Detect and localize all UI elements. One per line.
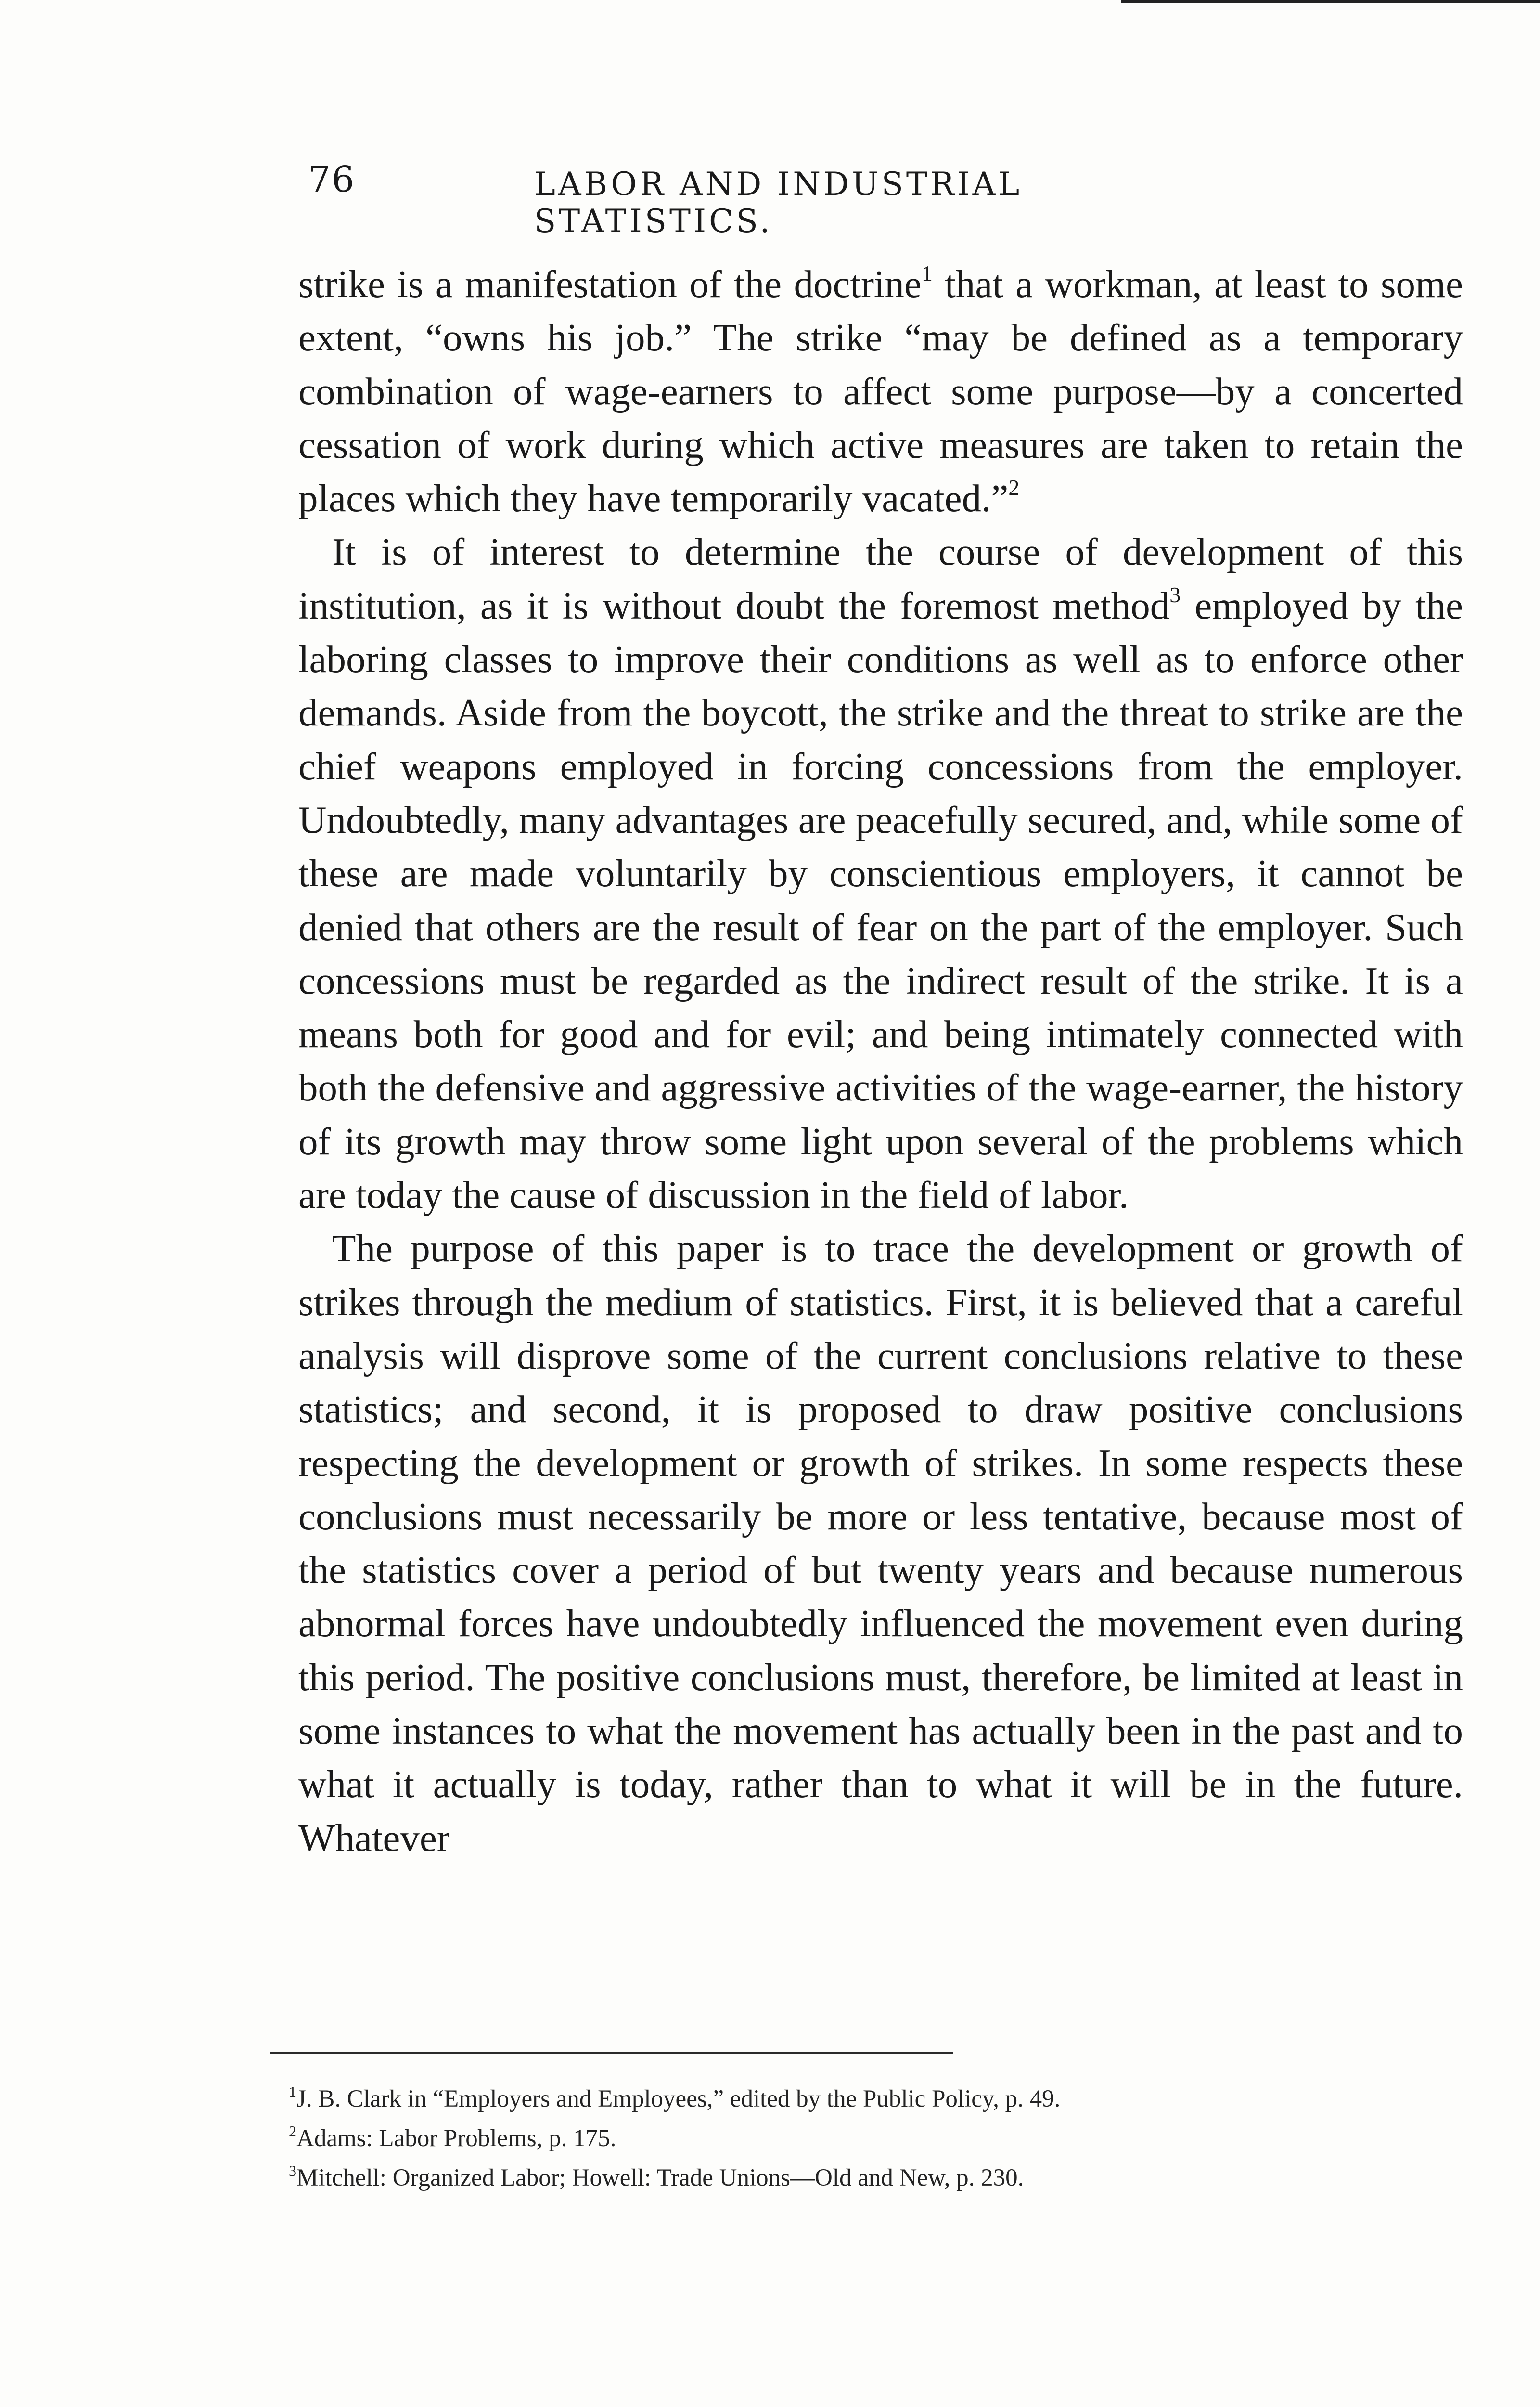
footnote-marker: 1 xyxy=(289,2083,296,2100)
paragraph-text: It is of interest to determine the course of development of this institution, as it is without doubt the foremost method xyxy=(298,530,1463,627)
top-edge-rule xyxy=(1121,0,1540,3)
footnote-marker: 2 xyxy=(289,2122,296,2140)
footnote-ref-3: 3 xyxy=(1169,582,1181,607)
paragraph-text: strike is a manifestation of the doctrine xyxy=(298,262,922,306)
running-head: LABOR AND INDUSTRIAL STATISTICS. xyxy=(534,166,1023,240)
paragraph-3 xyxy=(298,1222,1463,1865)
footnotes xyxy=(270,2082,1367,2200)
footnote-ref-2: 2 xyxy=(1008,475,1020,500)
paragraph-1 xyxy=(298,258,1463,525)
page-number: 76 xyxy=(308,159,356,200)
footnote-divider xyxy=(270,2052,953,2054)
page-header xyxy=(308,159,1270,240)
footnote-marker: 3 xyxy=(289,2162,296,2179)
footnote-text: Adams: Labor Problems, p. 175. xyxy=(296,2125,616,2152)
body-text xyxy=(298,258,1463,1865)
footnote-text: Mitchell: Organized Labor; Howell: Trade Unions—Old and New, p. 230. xyxy=(296,2164,1024,2191)
paragraph-text: The purpose of this paper is to trace the development or growth of strikes through the medium of statistics. First, it is believed that a careful analysis will disprove some of the current conclusions relative to these statistics; and second, it is proposed to draw positive conclusions respecting the development or growth of strikes. In some respects these conclusions must necessarily be more or less tentative, because most of the statistics cover a period of but twenty years and because numerous abnormal forces have undoubtedly influenced the movement even during this period. The positive conclusions must, therefore, be limited at least in some instances to what the movement has actually been in the past and to what it actually is today, rather than to what it will be in the future. Whatever xyxy=(298,1227,1463,1860)
paragraph-text: employed by the laboring classes to improve their conditions as well as to enforce other demands. Aside from the boycott, the strike and the threat to strike are the chief weapons employed in forcing concessions from the employer. Undoubtedly, many advantages are peacefully secured, and, while some of these are made voluntarily by conscientious employers, it cannot be denied that others are the result of fear on the part of the employer. Such concessions must be regarded as the indirect result of the strike. It is a means both for good and for evil; and being intimately connected with both the defensive and aggressive activities of the wage-earner, the history of its growth may throw some light upon several of the problems which are today the cause of discussion in the field of labor. xyxy=(298,583,1463,1217)
footnote-2 xyxy=(270,2122,1367,2155)
paragraph-text: that a workman, at least to some extent, “owns his job.” The strike “may be defined as a temporary combination of wage-earners to affect some purpose—by a concerted cessation of work during which active measures are taken to retain the places which they have temporarily vacated.” xyxy=(298,262,1463,520)
footnote-1 xyxy=(270,2082,1367,2116)
footnote-ref-1: 1 xyxy=(921,261,933,285)
footnote-3 xyxy=(270,2161,1367,2195)
footnote-text: J. B. Clark in “Employers and Employees,” edited by the Public Policy, p. 49. xyxy=(296,2085,1061,2112)
paragraph-2 xyxy=(298,525,1463,1222)
